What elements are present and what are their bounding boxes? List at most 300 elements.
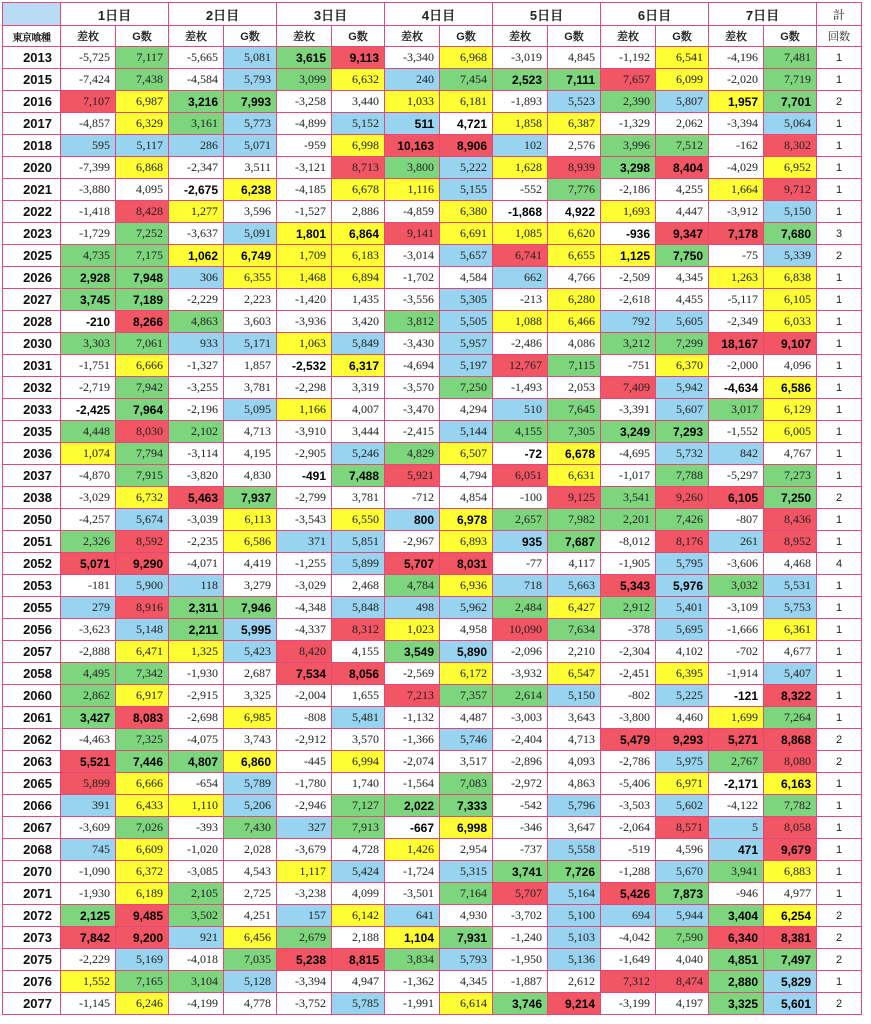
games-cell: 5,793 <box>440 949 493 971</box>
diff-cell: -1,017 <box>601 465 656 487</box>
diff-cell: 5,921 <box>385 465 440 487</box>
diff-cell: 2,125 <box>61 905 116 927</box>
diff-cell: 3,099 <box>277 69 332 91</box>
diff-cell: 5,899 <box>61 773 116 795</box>
diff-cell: 718 <box>493 575 548 597</box>
games-cell: 7,942 <box>116 377 169 399</box>
diff-cell: -519 <box>601 839 656 861</box>
games-cell: 5,942 <box>656 377 709 399</box>
diff-cell: -3,570 <box>385 377 440 399</box>
games-cell: 5,663 <box>548 575 601 597</box>
diff-cell: -2,304 <box>601 641 656 663</box>
games-cell: 7,342 <box>116 663 169 685</box>
diff-cell: -4,075 <box>169 729 224 751</box>
games-cell: 8,571 <box>656 817 709 839</box>
diff-cell: -2,905 <box>277 443 332 465</box>
diff-cell: 2,862 <box>61 685 116 707</box>
diff-cell: 842 <box>709 443 764 465</box>
diff-cell: -4,463 <box>61 729 116 751</box>
games-cell: 5,064 <box>764 113 817 135</box>
games-cell: 7,982 <box>548 509 601 531</box>
games-cell: 6,395 <box>656 663 709 685</box>
diff-cell: -2,415 <box>385 421 440 443</box>
table-row <box>3 289 862 311</box>
diff-cell: -807 <box>709 509 764 531</box>
diff-cell: -2,186 <box>601 179 656 201</box>
table-row <box>3 113 862 135</box>
machine-number-cell: 2063 <box>3 751 61 773</box>
games-cell: 1,857 <box>224 355 277 377</box>
diff-cell: -1,893 <box>493 91 548 113</box>
machine-number-cell: 2077 <box>3 993 61 1015</box>
games-cell: 4,677 <box>764 641 817 663</box>
machine-number-cell: 2075 <box>3 949 61 971</box>
diff-cell: 7,213 <box>385 685 440 707</box>
machine-number-cell: 2028 <box>3 311 61 333</box>
table-row <box>3 553 862 575</box>
games-cell: 2,028 <box>224 839 277 861</box>
games-cell: 3,603 <box>224 311 277 333</box>
count-cell: 3 <box>817 223 862 245</box>
table-row <box>3 773 862 795</box>
games-cell: 3,647 <box>548 817 601 839</box>
diff-cell: 1,468 <box>277 267 332 289</box>
games-cell: 7,512 <box>656 135 709 157</box>
games-cell: 8,868 <box>764 729 817 751</box>
diff-cell: -2,004 <box>277 685 332 707</box>
games-cell: 5,899 <box>332 553 385 575</box>
table-row <box>3 531 862 553</box>
diff-cell: -77 <box>493 553 548 575</box>
count-cell: 1 <box>817 795 862 817</box>
games-cell: 4,794 <box>440 465 493 487</box>
games-cell: 7,250 <box>764 487 817 509</box>
diff-cell: 641 <box>385 905 440 927</box>
diff-cell: -3,910 <box>277 421 332 443</box>
diff-cell: -2,425 <box>61 399 116 421</box>
games-cell: 5,164 <box>548 883 601 905</box>
diff-cell: -72 <box>493 443 548 465</box>
games-cell: 4,721 <box>440 113 493 135</box>
machine-number-cell: 2035 <box>3 421 61 443</box>
games-cell: 4,095 <box>116 179 169 201</box>
machine-number-cell: 2025 <box>3 245 61 267</box>
diff-cell: 933 <box>169 333 224 355</box>
diff-cell: -802 <box>601 685 656 707</box>
diff-cell: 4,829 <box>385 443 440 465</box>
diff-cell: -2,451 <box>601 663 656 685</box>
diff-cell: -2,719 <box>61 377 116 399</box>
diff-cell: -5,117 <box>709 289 764 311</box>
games-cell: 8,916 <box>116 597 169 619</box>
games-cell: 9,125 <box>548 487 601 509</box>
diff-cell: -3,394 <box>709 113 764 135</box>
diff-cell: -1,527 <box>277 201 332 223</box>
diff-cell: -3,606 <box>709 553 764 575</box>
games-cell: 3,743 <box>224 729 277 751</box>
games-cell: 6,181 <box>440 91 493 113</box>
diff-cell: 3,800 <box>385 157 440 179</box>
games-cell: 6,631 <box>548 465 601 487</box>
diff-cell: 2,928 <box>61 267 116 289</box>
games-cell: 2,468 <box>332 575 385 597</box>
games-cell: 6,883 <box>764 861 817 883</box>
table-row <box>3 751 862 773</box>
diff-cell: 1,117 <box>277 861 332 883</box>
machine-number-cell: 2016 <box>3 91 61 113</box>
diff-cell: 935 <box>493 531 548 553</box>
diff-cell: -4,870 <box>61 465 116 487</box>
count-cell: 1 <box>817 179 862 201</box>
table-row <box>3 817 862 839</box>
games-cell: 6,987 <box>116 91 169 113</box>
games-cell: 5,849 <box>332 333 385 355</box>
games-cell: 5,785 <box>332 993 385 1015</box>
diff-cell: 3,325 <box>709 993 764 1015</box>
games-cell: 5,807 <box>656 91 709 113</box>
diff-cell: 3,502 <box>169 905 224 927</box>
diff-cell: 1,125 <box>601 245 656 267</box>
diff-cell: -3,199 <box>601 993 656 1015</box>
games-cell: 5,148 <box>116 619 169 641</box>
diff-cell: -3,637 <box>169 223 224 245</box>
diff-cell: 6,741 <box>493 245 548 267</box>
games-cell: 7,164 <box>440 883 493 905</box>
diff-cell: 3,812 <box>385 311 440 333</box>
diff-cell: 1,063 <box>277 333 332 355</box>
games-cell: 7,915 <box>116 465 169 487</box>
diff-cell: 5,071 <box>61 553 116 575</box>
diff-cell: 5,343 <box>601 575 656 597</box>
total-header: 計 <box>817 3 862 26</box>
diff-cell: 1,801 <box>277 223 332 245</box>
games-cell: 6,632 <box>332 69 385 91</box>
games-cell: 6,860 <box>224 751 277 773</box>
table-row <box>3 927 862 949</box>
diff-cell: 7,534 <box>277 663 332 685</box>
games-cell: 8,952 <box>764 531 817 553</box>
count-cell: 1 <box>817 157 862 179</box>
games-cell: 5,169 <box>116 949 169 971</box>
table-row <box>3 157 862 179</box>
diff-cell: -4,348 <box>277 597 332 619</box>
diff-cell: -1,930 <box>169 663 224 685</box>
diff-cell: -4,337 <box>277 619 332 641</box>
games-cell: 6,978 <box>440 509 493 531</box>
day-header: 2日目 <box>169 3 277 26</box>
games-cell: 7,946 <box>224 597 277 619</box>
count-cell: 1 <box>817 355 862 377</box>
diff-cell: 5,426 <box>601 883 656 905</box>
diff-cell: -2,347 <box>169 157 224 179</box>
games-cell: 7,454 <box>440 69 493 91</box>
games-cell: 5,976 <box>656 575 709 597</box>
games-cell: 7,035 <box>224 949 277 971</box>
games-cell: 4,854 <box>440 487 493 509</box>
count-cell: 1 <box>817 201 862 223</box>
games-cell: 7,993 <box>224 91 277 113</box>
diff-cell: 1,693 <box>601 201 656 223</box>
machine-number-cell: 2068 <box>3 839 61 861</box>
diff-cell: -1,724 <box>385 861 440 883</box>
games-cell: 6,666 <box>116 355 169 377</box>
games-cell: 8,080 <box>764 751 817 773</box>
games-cell: 1,435 <box>332 289 385 311</box>
games-cell: 3,420 <box>332 311 385 333</box>
diff-cell: -1,552 <box>709 421 764 443</box>
games-cell: 2,886 <box>332 201 385 223</box>
diff-cell: -3,430 <box>385 333 440 355</box>
diff-column-header: 差枚 <box>385 26 440 47</box>
diff-cell: -4,071 <box>169 553 224 575</box>
games-cell: 6,994 <box>332 751 385 773</box>
table-row <box>3 311 862 333</box>
diff-cell: 7,657 <box>601 69 656 91</box>
count-cell: 2 <box>817 927 862 949</box>
diff-cell: -3,912 <box>709 201 764 223</box>
games-cell: 6,254 <box>764 905 817 927</box>
games-cell: 4,251 <box>224 905 277 927</box>
count-cell: 2 <box>817 751 862 773</box>
diff-cell: -3,752 <box>277 993 332 1015</box>
diff-cell: 4,851 <box>709 949 764 971</box>
games-cell: 7,873 <box>656 883 709 905</box>
day-header-row <box>3 3 862 26</box>
machine-number-cell: 2056 <box>3 619 61 641</box>
diff-cell: -7,399 <box>61 157 116 179</box>
diff-cell: 2,211 <box>169 619 224 641</box>
games-cell: 2,210 <box>548 641 601 663</box>
diff-cell: -3,800 <box>601 707 656 729</box>
machine-number-cell: 2013 <box>3 47 61 69</box>
games-cell: 9,260 <box>656 487 709 509</box>
games-cell: 7,083 <box>440 773 493 795</box>
diff-cell: -946 <box>709 883 764 905</box>
games-cell: 7,250 <box>440 377 493 399</box>
games-cell: 6,355 <box>224 267 277 289</box>
games-cell: 6,280 <box>548 289 601 311</box>
diff-cell: -2,532 <box>277 355 332 377</box>
machine-number-cell: 2052 <box>3 553 61 575</box>
games-cell: 6,163 <box>764 773 817 795</box>
diff-cell: -2,967 <box>385 531 440 553</box>
table-row <box>3 377 862 399</box>
games-cell: 6,586 <box>764 377 817 399</box>
games-cell: 5,091 <box>224 223 277 245</box>
machine-number-cell: 2060 <box>3 685 61 707</box>
games-cell: 5,829 <box>764 971 817 993</box>
games-cell: 5,150 <box>548 685 601 707</box>
games-cell: 7,726 <box>548 861 601 883</box>
games-cell: 3,517 <box>440 751 493 773</box>
diff-cell: -2,020 <box>709 69 764 91</box>
games-cell: 8,939 <box>548 157 601 179</box>
count-cell: 1 <box>817 113 862 135</box>
diff-cell: -8,012 <box>601 531 656 553</box>
diff-cell: -2,000 <box>709 355 764 377</box>
diff-cell: -3,121 <box>277 157 332 179</box>
games-cell: 6,614 <box>440 993 493 1015</box>
table-row <box>3 333 862 355</box>
diff-cell: 3,615 <box>277 47 332 69</box>
diff-cell: -121 <box>709 685 764 707</box>
games-cell: 5,975 <box>656 751 709 773</box>
diff-cell: 8,420 <box>277 641 332 663</box>
games-cell: 7,590 <box>656 927 709 949</box>
machine-number-cell: 2076 <box>3 971 61 993</box>
games-cell: 9,200 <box>116 927 169 949</box>
games-cell: 4,117 <box>548 553 601 575</box>
diff-cell: -712 <box>385 487 440 509</box>
games-cell: 7,680 <box>764 223 817 245</box>
games-cell: 6,547 <box>548 663 601 685</box>
diff-cell: 7,842 <box>61 927 116 949</box>
diff-cell: -1,666 <box>709 619 764 641</box>
games-cell: 5,407 <box>764 663 817 685</box>
diff-cell: -4,857 <box>61 113 116 135</box>
diff-cell: 800 <box>385 509 440 531</box>
table-row <box>3 861 862 883</box>
diff-cell: -2,912 <box>277 729 332 751</box>
diff-cell: -3,880 <box>61 179 116 201</box>
games-cell: 4,447 <box>656 201 709 223</box>
games-cell: 5,531 <box>764 575 817 597</box>
games-cell: 5,401 <box>656 597 709 619</box>
games-cell: 5,152 <box>332 113 385 135</box>
games-cell: 9,712 <box>764 179 817 201</box>
diff-cell: 792 <box>601 311 656 333</box>
games-cell: 7,252 <box>116 223 169 245</box>
diff-cell: -491 <box>277 465 332 487</box>
games-cell: 4,007 <box>332 399 385 421</box>
diff-cell: -445 <box>277 751 332 773</box>
diff-cell: -3,340 <box>385 47 440 69</box>
diff-cell: 1,552 <box>61 971 116 993</box>
table-row <box>3 267 862 289</box>
diff-cell: 4,784 <box>385 575 440 597</box>
diff-cell: -3,391 <box>601 399 656 421</box>
diff-cell: 5,707 <box>493 883 548 905</box>
games-cell: 5,789 <box>224 773 277 795</box>
machine-number-cell: 2072 <box>3 905 61 927</box>
games-cell: 2,188 <box>332 927 385 949</box>
diff-cell: 2,523 <box>493 69 548 91</box>
diff-cell: 306 <box>169 267 224 289</box>
diff-cell: -2,915 <box>169 685 224 707</box>
games-cell: 5,144 <box>440 421 493 443</box>
games-cell: 6,894 <box>332 267 385 289</box>
games-cell: 5,339 <box>764 245 817 267</box>
games-cell: 5,424 <box>332 861 385 883</box>
games-cell: 6,507 <box>440 443 493 465</box>
diff-cell: 1,104 <box>385 927 440 949</box>
diff-cell: -4,042 <box>601 927 656 949</box>
machine-number-cell: 2057 <box>3 641 61 663</box>
diff-cell: -3,029 <box>61 487 116 509</box>
games-cell: 7,264 <box>764 707 817 729</box>
table-row <box>3 597 862 619</box>
games-cell: 5,851 <box>332 531 385 553</box>
diff-cell: -542 <box>493 795 548 817</box>
diff-cell: -2,171 <box>709 773 764 795</box>
diff-cell: -5,406 <box>601 773 656 795</box>
games-cell: 6,998 <box>332 135 385 157</box>
diff-cell: 1,088 <box>493 311 548 333</box>
count-cell: 1 <box>817 531 862 553</box>
diff-cell: 9,141 <box>385 223 440 245</box>
diff-column-header: 差枚 <box>169 26 224 47</box>
diff-cell: 3,303 <box>61 333 116 355</box>
diff-cell: 3,216 <box>169 91 224 113</box>
machine-number-cell: 2061 <box>3 707 61 729</box>
diff-cell: -1,493 <box>493 377 548 399</box>
diff-cell: 2,105 <box>169 883 224 905</box>
diff-cell: 662 <box>493 267 548 289</box>
count-cell: 1 <box>817 597 862 619</box>
games-cell: 5,848 <box>332 597 385 619</box>
diff-cell: 2,022 <box>385 795 440 817</box>
table-row <box>3 355 862 377</box>
diff-cell: 279 <box>61 597 116 619</box>
diff-cell: -2,946 <box>277 795 332 817</box>
games-cell: 5,605 <box>656 311 709 333</box>
diff-cell: -210 <box>61 311 116 333</box>
diff-cell: 7,178 <box>709 223 764 245</box>
games-cell: 5,995 <box>224 619 277 641</box>
games-cell: 4,096 <box>764 355 817 377</box>
games-cell: 6,387 <box>548 113 601 135</box>
machine-number-cell: 2050 <box>3 509 61 531</box>
games-cell: 7,645 <box>548 399 601 421</box>
games-cell: 4,102 <box>656 641 709 663</box>
diff-cell: 5,521 <box>61 751 116 773</box>
count-cell: 1 <box>817 773 862 795</box>
diff-cell: 327 <box>277 817 332 839</box>
games-cell: 8,058 <box>764 817 817 839</box>
diff-cell: 240 <box>385 69 440 91</box>
count-column-header: 回数 <box>817 26 862 47</box>
games-column-header: G数 <box>332 26 385 47</box>
table-row <box>3 949 862 971</box>
games-cell: 4,255 <box>656 179 709 201</box>
diff-cell: 5,479 <box>601 729 656 751</box>
diff-cell: 1,277 <box>169 201 224 223</box>
games-cell: 7,782 <box>764 795 817 817</box>
games-cell: 9,293 <box>656 729 709 751</box>
diff-cell: -737 <box>493 839 548 861</box>
games-cell: 4,419 <box>224 553 277 575</box>
diff-cell: -1,192 <box>601 47 656 69</box>
diff-cell: -3,501 <box>385 883 440 905</box>
games-cell: 4,487 <box>440 707 493 729</box>
machine-number-cell: 2017 <box>3 113 61 135</box>
diff-cell: -4,634 <box>709 377 764 399</box>
games-cell: 3,570 <box>332 729 385 751</box>
day-header: 7日目 <box>709 3 817 26</box>
diff-cell: 1,110 <box>169 795 224 817</box>
diff-cell: -3,039 <box>169 509 224 531</box>
games-cell: 6,380 <box>440 201 493 223</box>
diff-cell: -3,109 <box>709 597 764 619</box>
games-cell: 5,900 <box>116 575 169 597</box>
count-cell: 1 <box>817 267 862 289</box>
table-row <box>3 509 862 531</box>
diff-cell: -1,905 <box>601 553 656 575</box>
diff-cell: -2,888 <box>61 641 116 663</box>
diff-cell: -702 <box>709 641 764 663</box>
diff-cell: -1,090 <box>61 861 116 883</box>
diff-cell: -959 <box>277 135 332 157</box>
